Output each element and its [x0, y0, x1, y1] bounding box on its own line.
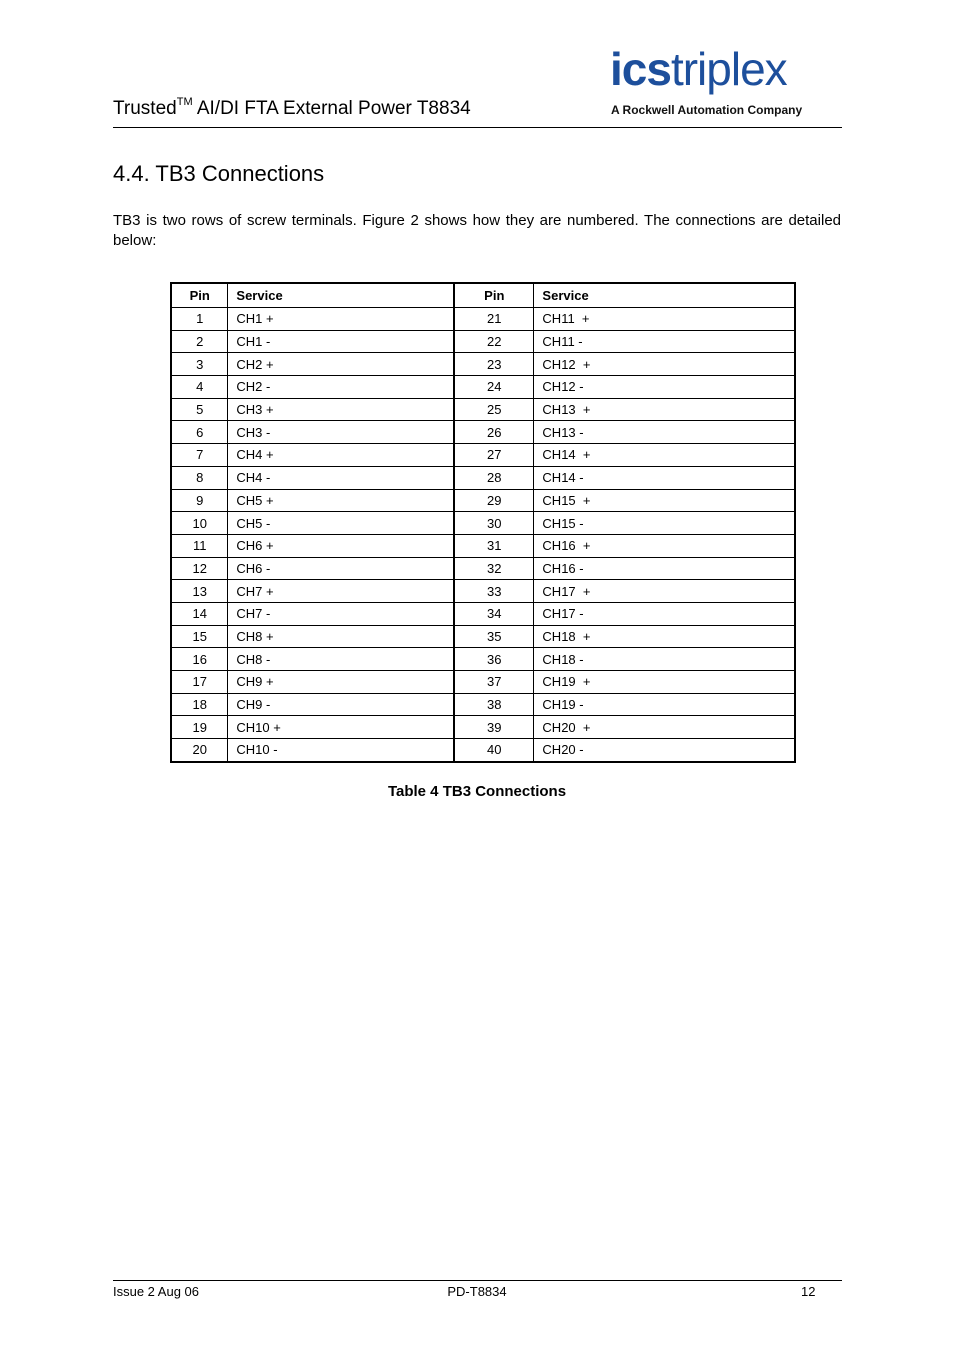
- pin-left-cell: 8: [171, 466, 228, 489]
- service-right-cell: CH18 -: [534, 648, 795, 671]
- intro-paragraph: TB3 is two rows of screw terminals. Figure 2 shows how they are numbered. The connections are detailed below:: [113, 212, 841, 249]
- pin-left-cell: 9: [171, 489, 228, 512]
- service-left-cell: CH9 -: [228, 693, 454, 716]
- service-right-cell: CH13 -: [534, 421, 795, 444]
- pin-right-cell: 21: [454, 308, 534, 331]
- service-left-cell: CH2 -: [228, 376, 454, 399]
- pin-left-cell: 7: [171, 444, 228, 467]
- pin-right-cell: 38: [454, 693, 534, 716]
- pin-left-cell: 12: [171, 557, 228, 580]
- footer-page-number: 12: [801, 1284, 816, 1299]
- service-right-cell: CH11 +: [534, 308, 795, 331]
- pin-left-cell: 4: [171, 376, 228, 399]
- pin-left-cell: 14: [171, 602, 228, 625]
- pin-right-cell: 22: [454, 330, 534, 353]
- table-row: [171, 308, 795, 331]
- service-left-cell: CH5 +: [228, 489, 454, 512]
- table-row: [171, 444, 795, 467]
- pin-right-cell: 35: [454, 625, 534, 648]
- pin-right-cell: 32: [454, 557, 534, 580]
- pin-left-cell: 1: [171, 308, 228, 331]
- ics-triplex-logo: [610, 43, 842, 121]
- pin-left-cell: 5: [171, 398, 228, 421]
- table-row: [171, 466, 795, 489]
- service-right-cell: CH16 -: [534, 557, 795, 580]
- table-body: [171, 308, 795, 762]
- trademark-superscript: TM: [176, 96, 193, 108]
- service-right-cell: CH17 -: [534, 602, 795, 625]
- pin-right-cell: 28: [454, 466, 534, 489]
- service-left-cell: CH1 -: [228, 330, 454, 353]
- service-right-cell: CH20 +: [534, 716, 795, 739]
- table-row: [171, 557, 795, 580]
- service-right-cell: CH15 +: [534, 489, 795, 512]
- service-right-cell: CH18 +: [534, 625, 795, 648]
- service-right-cell: CH19 +: [534, 671, 795, 694]
- service-left-cell: CH4 +: [228, 444, 454, 467]
- table-row: [171, 625, 795, 648]
- pin-right-cell: 23: [454, 353, 534, 376]
- table-row: [171, 671, 795, 694]
- service-right-cell: CH13 +: [534, 398, 795, 421]
- service-right-cell: CH12 -: [534, 376, 795, 399]
- pin-right-cell: 33: [454, 580, 534, 603]
- table-row: [171, 376, 795, 399]
- table-row: [171, 716, 795, 739]
- table-row: [171, 353, 795, 376]
- pin-left-cell: 10: [171, 512, 228, 535]
- header-service-right: Service: [534, 283, 795, 308]
- logo-ics: ics: [610, 43, 671, 95]
- pin-left-cell: 11: [171, 534, 228, 557]
- pin-right-cell: 30: [454, 512, 534, 535]
- table-row: [171, 512, 795, 535]
- pin-right-cell: 25: [454, 398, 534, 421]
- table-row: [171, 330, 795, 353]
- pin-left-cell: 18: [171, 693, 228, 716]
- logo-triplex: triplex: [670, 43, 787, 95]
- service-left-cell: CH4 -: [228, 466, 454, 489]
- pin-right-cell: 29: [454, 489, 534, 512]
- pin-right-cell: 31: [454, 534, 534, 557]
- table-caption: Table 4 TB3 Connections: [387, 783, 567, 800]
- footer-divider: [113, 1280, 842, 1281]
- logo-wordmark: [610, 43, 842, 95]
- table-row: [171, 693, 795, 716]
- table-row: [171, 648, 795, 671]
- service-right-cell: CH19 -: [534, 693, 795, 716]
- pin-right-cell: 37: [454, 671, 534, 694]
- footer-doc-id: PD-T8834: [447, 1284, 507, 1299]
- title-prefix: Trusted: [113, 98, 177, 119]
- table-row: [171, 602, 795, 625]
- service-left-cell: CH6 -: [228, 557, 454, 580]
- pin-left-cell: 2: [171, 330, 228, 353]
- service-left-cell: CH8 -: [228, 648, 454, 671]
- pin-left-cell: 13: [171, 580, 228, 603]
- section-heading: 4.4. TB3 Connections: [113, 161, 325, 186]
- service-left-cell: CH7 -: [228, 602, 454, 625]
- service-right-cell: CH15 -: [534, 512, 795, 535]
- pin-right-cell: 40: [454, 739, 534, 762]
- header-pin-left: Pin: [171, 283, 228, 308]
- service-left-cell: CH10 +: [228, 716, 454, 739]
- service-left-cell: CH7 +: [228, 580, 454, 603]
- pin-left-cell: 17: [171, 671, 228, 694]
- pin-left-cell: 20: [171, 739, 228, 762]
- service-left-cell: CH8 +: [228, 625, 454, 648]
- service-left-cell: CH6 +: [228, 534, 454, 557]
- table-row: [171, 534, 795, 557]
- service-right-cell: CH11 -: [534, 330, 795, 353]
- pin-right-cell: 24: [454, 376, 534, 399]
- pin-left-cell: 15: [171, 625, 228, 648]
- table-row: [171, 580, 795, 603]
- service-left-cell: CH5 -: [228, 512, 454, 535]
- footer-issue: Issue 2 Aug 06: [113, 1284, 200, 1299]
- service-left-cell: CH3 +: [228, 398, 454, 421]
- pin-left-cell: 3: [171, 353, 228, 376]
- pin-right-cell: 39: [454, 716, 534, 739]
- pin-right-cell: 26: [454, 421, 534, 444]
- service-right-cell: CH12 +: [534, 353, 795, 376]
- header-service-left: Service: [228, 283, 454, 308]
- service-right-cell: CH20 -: [534, 739, 795, 762]
- service-left-cell: CH10 -: [228, 739, 454, 762]
- tb3-connections-table: [170, 282, 796, 763]
- table-row: [171, 398, 795, 421]
- table-header-row: [171, 283, 795, 308]
- logo-tagline: A Rockwell Automation Company: [611, 103, 803, 117]
- header-pin-right: Pin: [454, 283, 534, 308]
- table-row: [171, 421, 795, 444]
- service-left-cell: CH3 -: [228, 421, 454, 444]
- pin-left-cell: 19: [171, 716, 228, 739]
- service-left-cell: CH2 +: [228, 353, 454, 376]
- pin-left-cell: 16: [171, 648, 228, 671]
- title-rest: AI/DI FTA External Power T8834: [192, 98, 471, 119]
- pin-right-cell: 36: [454, 648, 534, 671]
- table-row: [171, 489, 795, 512]
- pin-right-cell: 27: [454, 444, 534, 467]
- service-left-cell: CH1 +: [228, 308, 454, 331]
- pin-right-cell: 34: [454, 602, 534, 625]
- service-right-cell: CH14 -: [534, 466, 795, 489]
- header-divider: [113, 127, 842, 128]
- service-right-cell: CH14 +: [534, 444, 795, 467]
- table-row: [171, 739, 795, 762]
- service-right-cell: CH16 +: [534, 534, 795, 557]
- pin-left-cell: 6: [171, 421, 228, 444]
- service-right-cell: CH17 +: [534, 580, 795, 603]
- service-left-cell: CH9 +: [228, 671, 454, 694]
- document-title: [113, 98, 471, 120]
